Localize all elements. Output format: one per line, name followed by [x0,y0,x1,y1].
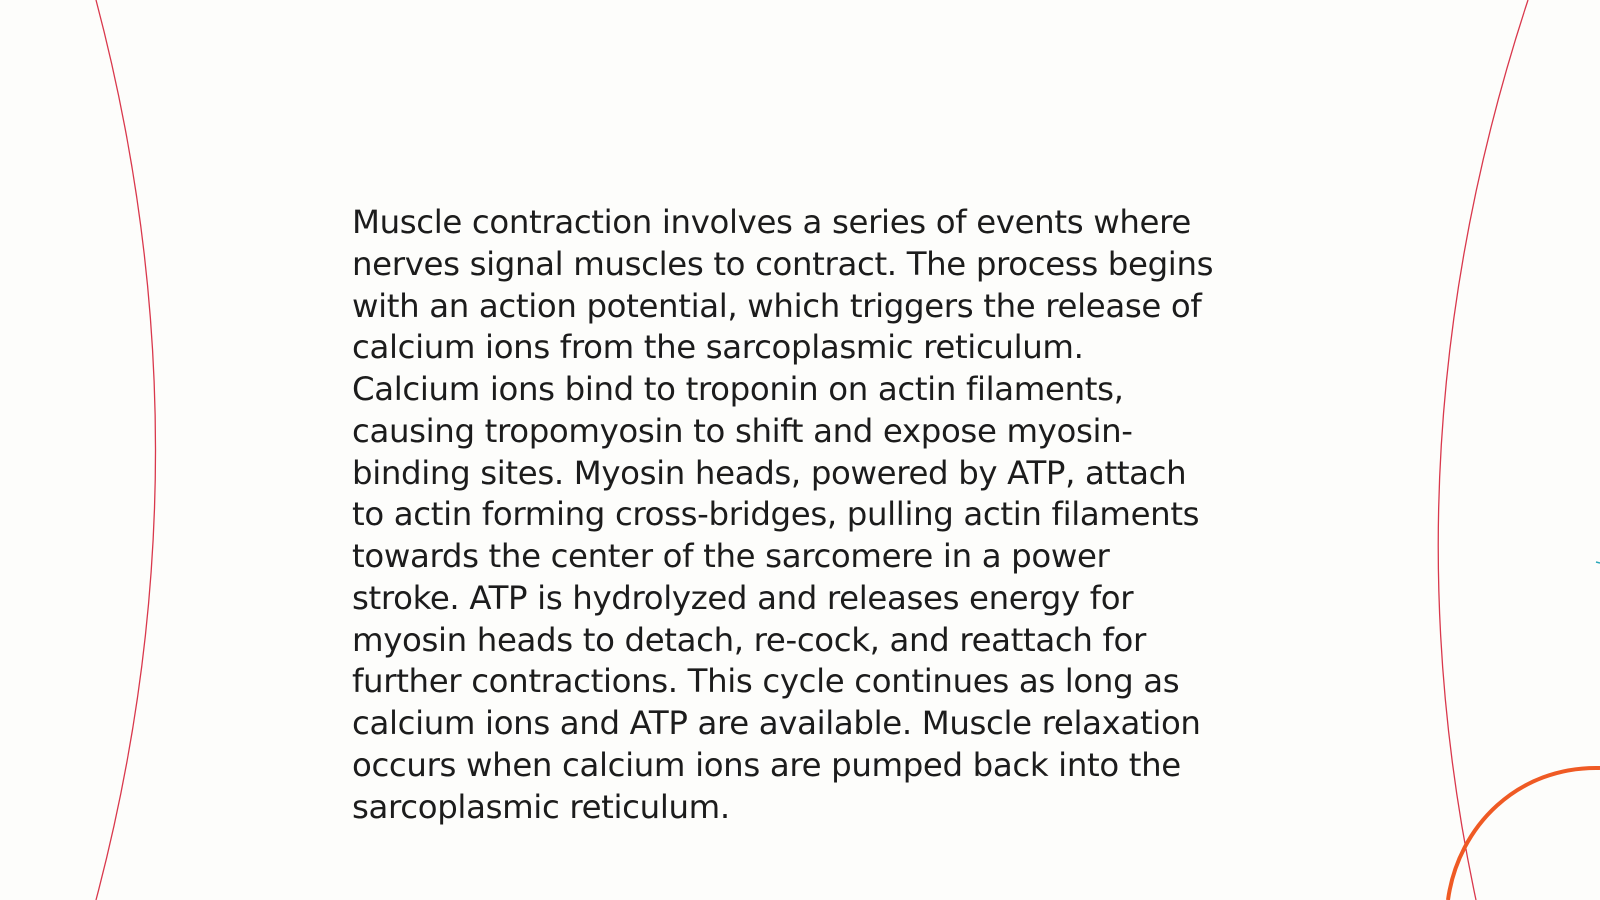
right-curve-line [1438,0,1528,900]
body-line: Calcium ions bind to troponin on actin filaments, [352,370,1124,408]
body-line: binding sites. Myosin heads, powered by ATP, attach [352,453,1187,492]
body-line: myosin heads to detach, re-cock, and reattach for [352,620,1146,659]
teal-tick [1596,562,1600,563]
left-curve-line [96,0,156,900]
body-line: to actin forming cross-bridges, pulling actin filaments [352,495,1200,534]
body-line: calcium ions from the sarcoplasmic reticulum. [352,328,1084,367]
body-line: Muscle contraction involves a series of events where [352,203,1191,241]
body-line: nerves signal muscles to contract. The process begins [352,244,1214,283]
body-line: towards the center of the sarcomere in a power [352,537,1110,575]
body-line: with an action potential, which triggers the release of [352,286,1202,325]
body-text [352,202,1232,828]
body-line: further contractions. This cycle continues as long as [352,662,1180,701]
orange-arc [1448,768,1600,900]
body-line: calcium ions and ATP are available. Muscle relaxation [352,704,1201,742]
body-line: occurs when calcium ions are pumped back into the [352,745,1181,784]
body-line: causing tropomyosin to shift and expose myosin- [352,411,1133,450]
body-line: sarcoplasmic reticulum. [352,787,730,826]
body-line: stroke. ATP is hydrolyzed and releases energy for [352,578,1134,617]
